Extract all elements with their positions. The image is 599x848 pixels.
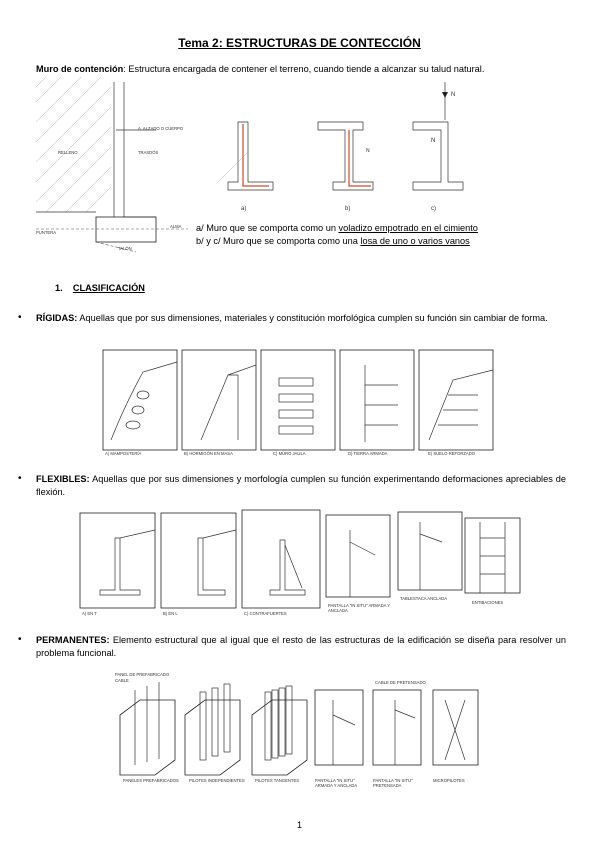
rigidas-figures bbox=[103, 350, 493, 460]
label-alma: ALMA bbox=[170, 224, 182, 229]
label-b: b) bbox=[345, 206, 351, 212]
flexibles-label-2: B) EN L bbox=[163, 611, 178, 616]
rigidas-text: Aquellas que por sus dimensiones, materiales y constitución morfológica cumplen su función sin cambiar de forma. bbox=[77, 313, 548, 323]
label-n: N bbox=[366, 148, 370, 154]
intro-text: : Estructura encargada de contener el terreno, cuando tiende a alcanzar su talud natural. bbox=[123, 64, 485, 74]
page-title: Tema 2: ESTRUCTURAS DE CONTECCIÓN bbox=[178, 36, 421, 50]
rigidas-label-4: D) TIERRA ARMADA bbox=[348, 451, 388, 456]
figure-wall-anatomy bbox=[36, 82, 188, 262]
rigidas-label-2: B) HORMIGÓN EN MASA bbox=[184, 451, 233, 456]
caption-bc-underlined: losa de uno o varios vanos bbox=[360, 236, 470, 246]
intro-term: Muro de contención bbox=[36, 64, 124, 74]
rigid-panel-4 bbox=[340, 350, 414, 450]
caption-bc-text: b/ y c/ Muro que se comporta como una bbox=[196, 236, 361, 246]
permanentes-figures bbox=[115, 670, 495, 790]
diagram-a bbox=[218, 122, 273, 212]
label-trasdos: TRASDÓS bbox=[138, 150, 159, 155]
section-number: 1. bbox=[55, 283, 63, 293]
soil-hatch bbox=[36, 77, 111, 212]
perm-panel-2 bbox=[185, 684, 240, 775]
rigid-panel-3 bbox=[261, 350, 335, 450]
flexibles-label-6: ENTIBACIONES bbox=[472, 600, 504, 605]
flexibles-label-3: C) CONTRAFUERTES bbox=[244, 611, 287, 616]
rigidas-label-3: C) MURO JAULA bbox=[273, 451, 306, 456]
figure-wall-behaviour bbox=[213, 82, 473, 217]
label-c: c) bbox=[431, 206, 436, 212]
bullet-rigidas: • bbox=[18, 312, 22, 323]
section-heading bbox=[55, 282, 145, 295]
flexibles-figures bbox=[80, 510, 520, 620]
bullet-permanentes: • bbox=[18, 634, 22, 645]
permanentes-label-6: MICROPILOTES bbox=[433, 778, 465, 783]
perm-panel-5 bbox=[373, 690, 421, 765]
flex-panel-3 bbox=[242, 510, 320, 608]
permanentes-term: PERMANENTES: bbox=[36, 635, 110, 645]
label-n2: N bbox=[451, 92, 456, 98]
permanentes-note-2: CABLE bbox=[115, 678, 129, 683]
diagram-b bbox=[318, 122, 373, 212]
caption-a-text: a/ Muro que se comporta como un bbox=[196, 223, 339, 233]
flexibles-text: Aquellas que por sus dimensiones y morfología cumplen su función experimentando deformaciones apreciables de flexión. bbox=[36, 474, 566, 497]
rigidas-label-1: A) MAMPOSTERÍA bbox=[105, 451, 142, 456]
permanentes-text: Elemento estructural que al igual que el resto de las estructuras de la edificación se diseña para resolver un problema funcional. bbox=[36, 635, 566, 658]
rigid-panel-2 bbox=[182, 350, 256, 450]
permanentes-label-5: PANTALLA "IN SITU" PRETENSADA bbox=[373, 778, 413, 788]
rigidas-term: RÍGIDAS: bbox=[36, 313, 78, 323]
permanentes-label-1: PANELES PREFABRICADOS bbox=[123, 778, 179, 783]
flex-panel-5 bbox=[398, 512, 462, 590]
permanentes-label-3: PILOTES TANGENTES bbox=[255, 778, 300, 783]
flexibles-label-1: A) EN T bbox=[82, 611, 97, 616]
flexibles-label-4: PANTALLA "IN SITU" ARMADA Y ANCLADA bbox=[328, 603, 391, 613]
label-a: a) bbox=[241, 206, 247, 212]
diagram-c bbox=[413, 82, 463, 212]
label-alzado: A. ALZADO O CUERPO bbox=[138, 126, 184, 131]
permanentes-label-2: PILOTES INDEPENDIENTES bbox=[189, 778, 245, 783]
permanentes-label-4: PANTALLA "IN SITU" ARMADA Y ANCLADA bbox=[315, 778, 358, 788]
perm-panel-4 bbox=[315, 690, 363, 765]
label-relleno: RELLENO bbox=[58, 150, 78, 155]
permanentes-paragraph bbox=[36, 634, 566, 660]
bullet-flexibles: • bbox=[18, 473, 22, 484]
perm-panel-1 bbox=[120, 682, 175, 775]
label-talon: TALÓN bbox=[118, 246, 132, 251]
label-puntera: PUNTERA bbox=[36, 230, 57, 235]
perm-panel-3 bbox=[252, 686, 307, 775]
flex-panel-4 bbox=[326, 515, 390, 597]
intro-paragraph bbox=[36, 63, 576, 76]
flex-panel-1 bbox=[80, 513, 155, 608]
rigidas-paragraph bbox=[36, 312, 566, 325]
flexibles-label-5: TABLESTACA ANCLADA bbox=[400, 596, 448, 601]
flexibles-term: FLEXIBLES: bbox=[36, 474, 90, 484]
flex-panel-2 bbox=[161, 513, 236, 608]
perm-panel-6 bbox=[433, 690, 478, 765]
permanentes-note-1: PANEL DE PREFABRICADO bbox=[115, 672, 170, 677]
caption-a-underlined: voladizo empotrado en el cimiento bbox=[338, 223, 478, 233]
rigidas-label-5: E) SUELO REFORZADO bbox=[428, 451, 475, 456]
flexibles-paragraph bbox=[36, 473, 566, 499]
flex-panel-6 bbox=[465, 518, 520, 593]
caption-a bbox=[196, 222, 576, 235]
permanentes-note-3: CABLE DE PRETENSADO bbox=[375, 680, 426, 685]
page-number: 1 bbox=[296, 820, 302, 830]
rigid-panel-5 bbox=[419, 350, 493, 450]
section-title: CLASIFICACIÓN bbox=[72, 283, 145, 293]
rigid-panel-1 bbox=[103, 350, 177, 450]
caption-bc bbox=[196, 235, 576, 248]
label-n1: N bbox=[431, 138, 436, 144]
